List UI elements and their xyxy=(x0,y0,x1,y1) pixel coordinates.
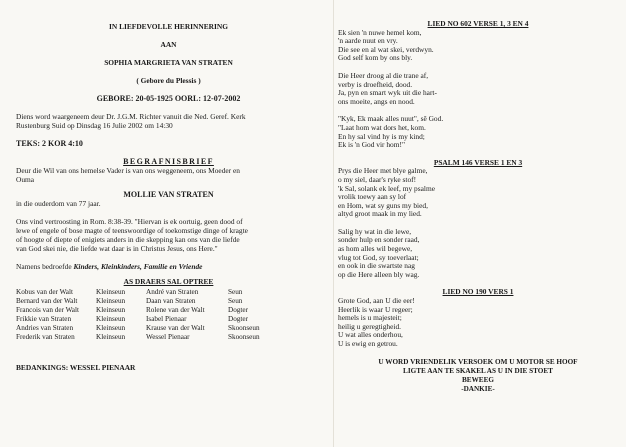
verse-line: Grote God, aan U die eer! xyxy=(338,296,415,306)
verse-line: sonder hulp en sonder raad, xyxy=(338,235,420,245)
bearer-name: Frederik van Straten xyxy=(16,333,75,341)
table-row xyxy=(16,306,278,315)
bearer-relation: Kleinseun xyxy=(96,297,126,305)
verse-line: Ek sien 'n nuwe hemel kom, xyxy=(338,27,422,37)
bearer-relation: Kleinseun xyxy=(96,288,126,296)
bearer-name: Isabel Pienaar xyxy=(146,315,187,323)
table-row xyxy=(16,324,278,333)
birth-death-dates: GEBORE: 20-05-1925 OORL: 12-07-2002 xyxy=(96,94,241,103)
verse-line: U wat alles onderhou, xyxy=(338,330,403,340)
aan-label: AAN xyxy=(160,40,177,49)
hymn-602-heading: LIED NO 602 VERSE 1, 3 EN 4 xyxy=(427,19,529,28)
hymn-190-verse-1 xyxy=(338,297,618,349)
bearer-name: Kobus van der Walt xyxy=(16,288,73,296)
comfort-line-4: van God skei nie, die liefde wat daar is in Christus Jesus, ons Here." xyxy=(16,244,218,253)
psalm-146-verse-3 xyxy=(338,228,618,280)
comfort-line-2: lewe of engele of bose magte of teenswoordige of toekomstige dinge of kragte xyxy=(16,226,248,235)
verse-line: heilig u geregtigheid. xyxy=(338,321,402,331)
bearer-relation: Seun xyxy=(228,288,243,296)
comfort-line-1: Ons vind vertroosting in Rom. 8:38-39. "Hiervan is ek oortuig, geen dood of xyxy=(16,217,243,226)
verse-line: Ja, pyn en smart wyk uit die hart- xyxy=(338,88,437,98)
bearer-relation: Dogter xyxy=(228,315,248,323)
verse-line: en Hom, wat sy guns my bied, xyxy=(338,200,428,210)
bereaved-prefix: Namens bedroefde xyxy=(16,262,72,271)
service-line-2: Rustenburg Suid op Dinsdag 16 Julie 2002 om 14:30 xyxy=(16,121,173,130)
bereaved-names: Kinders, Kleinkinders, Familie en Vriende xyxy=(73,262,203,271)
service-line-1: Diens word waargeneem deur Dr. J.G.M. Richter vanuit die Ned. Geref. Kerk xyxy=(16,112,246,121)
bearer-name: Wessel Pienaar xyxy=(146,333,190,341)
notice-age: in die ouderdom van 77 jaar. xyxy=(16,199,101,208)
verse-line: verby is droefheid, dood. xyxy=(338,79,413,89)
verse-line: op die Here alleen bly wag. xyxy=(338,269,420,279)
verse-line: en ook in die swartste nag xyxy=(338,261,415,271)
page-fold xyxy=(333,0,334,447)
bearer-relation: Skoonseun xyxy=(228,333,260,341)
bearer-name: Bernard van der Walt xyxy=(16,297,78,305)
verse-line: God self kom by ons bly. xyxy=(338,53,413,63)
bearers-table xyxy=(16,288,278,342)
verse-line: ons moeite, angs en nood. xyxy=(338,96,415,106)
verse-line: Die Heer droog al die trane af, xyxy=(338,70,429,80)
procession-line-3: BEWEEG xyxy=(462,375,494,384)
procession-notice xyxy=(338,358,618,394)
table-row xyxy=(16,333,278,342)
bearer-name: Krause van der Walt xyxy=(146,324,205,332)
bearer-relation: Skoonseun xyxy=(228,324,260,332)
bearers-heading: AS DRAERS SAL OPTREE xyxy=(123,277,214,286)
psalm-146-heading: PSALM 146 VERSE 1 EN 3 xyxy=(433,157,523,167)
notice-line-2: Ouma xyxy=(16,175,35,184)
verse-line: Salig hy wat in die lewe, xyxy=(338,226,412,236)
bearer-name: Daan van Straten xyxy=(146,297,196,305)
bearer-relation: Kleinseun xyxy=(96,315,126,323)
verse-line: 'k Sal, solank ek leef, my psalme xyxy=(338,183,435,193)
hymn-190-heading: LIED NO 190 VERS 1 xyxy=(442,287,514,297)
verse-line: Ek is 'n God vir hom!" xyxy=(338,140,405,150)
notice-heading: BEGRAFNISBRIEF xyxy=(123,157,214,166)
verse-line: U is ewig en getrou. xyxy=(338,339,398,348)
bearer-relation: Kleinseun xyxy=(96,306,126,314)
verse-line: hemels is u majesteit; xyxy=(338,313,402,323)
right-panel xyxy=(338,20,618,394)
verse-line: o my siel, daar's ryke stof! xyxy=(338,174,417,184)
psalm-146-verse-1 xyxy=(338,167,618,219)
maiden-name: ( Gebore du Plessis ) xyxy=(136,76,201,85)
deceased-name: SOPHIA MARGRIETA VAN STRATEN xyxy=(104,58,233,67)
bearer-relation: Dogter xyxy=(228,306,248,314)
comfort-line-3: of hoogte of diepte of enigiets anders in die skepping kan ons van die liefde xyxy=(16,235,240,244)
verse-line: Heerlik is waar U regeer; xyxy=(338,304,413,314)
hymn-602-verse-3 xyxy=(338,72,618,106)
thanks-line: BEDANKINGS: WESSEL PIENAAR xyxy=(16,363,136,372)
scripture-text: TEKS: 2 KOR 4:10 xyxy=(16,139,83,148)
table-row xyxy=(16,315,278,324)
verse-line: "Laat hom wat dors het, kom. xyxy=(338,122,426,132)
notice-line-1: Deur die Wil van ons hemelse Vader is van ons weggeneem, ons Moeder en xyxy=(16,166,240,175)
verse-line: En hy sal vind hy is my kind; xyxy=(338,131,425,141)
procession-line-1: U WORD VRIENDELIK VERSOEK OM U MOTOR SE HOOF xyxy=(378,357,578,366)
bearer-relation: Seun xyxy=(228,297,243,305)
verse-line: altyd groot maak in my lied. xyxy=(338,209,422,219)
bearer-name: Frikkie van Straten xyxy=(16,315,72,323)
hymn-602-verse-4 xyxy=(338,115,618,149)
memorial-heading: IN LIEFDEVOLLE HERINNERING xyxy=(109,22,228,31)
verse-line: Prys die Heer met blye galme, xyxy=(338,166,428,176)
bearer-relation: Kleinseun xyxy=(96,333,126,341)
bearer-name: André van Straten xyxy=(146,288,199,296)
verse-line: vrolik toewy aan sy lof xyxy=(338,192,407,202)
notice-name: MOLLIE VAN STRATEN xyxy=(123,190,214,199)
table-row xyxy=(16,297,278,306)
bearer-name: Andries van Straten xyxy=(16,324,74,332)
verse-line: vlug tot God, sy toeverlaat; xyxy=(338,252,419,262)
left-panel xyxy=(16,22,321,372)
bearer-relation: Kleinseun xyxy=(96,324,126,332)
verse-line: as hom alles wil begewe, xyxy=(338,244,413,254)
procession-thanks: -DANKIE- xyxy=(461,384,495,393)
verse-line: 'n aarde nuut en vry. xyxy=(338,36,398,46)
bearer-name: Rolene van der Walt xyxy=(146,306,205,314)
verse-line: "Kyk, Ek maak alles nuut", sê God. xyxy=(338,114,444,124)
hymn-602-verse-1 xyxy=(338,29,618,63)
bearer-name: Francois van der Walt xyxy=(16,306,79,314)
procession-line-2: LIGTE AAN TE SKAKEL AS U IN DIE STOET xyxy=(403,366,553,375)
verse-line: Die see en al wat skei, verdwyn. xyxy=(338,44,434,54)
bereaved-line xyxy=(16,262,321,271)
table-row xyxy=(16,288,278,297)
